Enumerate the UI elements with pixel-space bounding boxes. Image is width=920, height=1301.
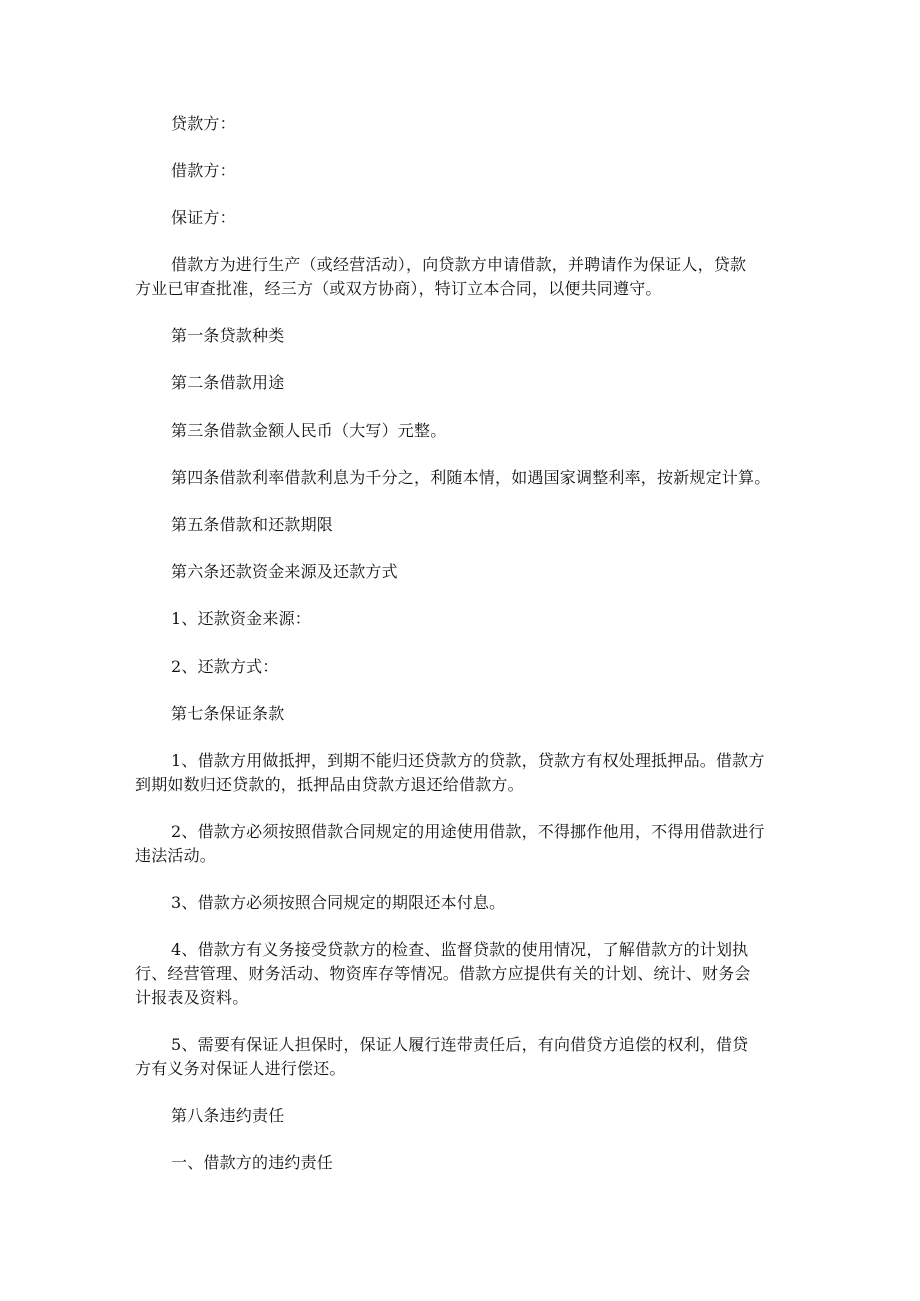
text-line: 4、借款方有义务接受贷款方的检查、监督贷款的使用情况，了解借款方的计划执	[171, 940, 749, 959]
text-line: 贷款方：	[171, 114, 236, 133]
text-line: 第八条违约责任	[171, 1106, 285, 1125]
article-4-heading	[135, 466, 791, 490]
article-6-item-1	[135, 607, 791, 631]
text-line: 计报表及资料。	[135, 988, 249, 1007]
text-line: 行、经营管理、财务活动、物资库存等情况。借款方应提供有关的计划、统计、财务会	[135, 964, 751, 983]
text-line: 第四条借款利率借款利息为千分之，利随本情，如遇国家调整利率，按新规定计算。	[171, 468, 771, 487]
text-line: 到期如数归还贷款的，抵押品由贷款方退还给借款方。	[135, 775, 524, 794]
text-line: 违法活动。	[135, 846, 217, 865]
paragraph-guarantor	[135, 206, 791, 230]
text-line: 第一条贷款种类	[171, 326, 285, 345]
text-line: 一、借款方的违约责任	[171, 1153, 334, 1172]
text-line: 保证方：	[171, 208, 236, 227]
text-line: 第二条借款用途	[171, 373, 285, 392]
text-line: 2、还款方式：	[171, 657, 279, 676]
text-line: 第六条还款资金来源及还款方式	[171, 562, 398, 581]
text-line: 第七条保证条款	[171, 704, 285, 723]
article-1-heading	[135, 324, 791, 348]
paragraph-borrower	[135, 159, 791, 183]
article-5-heading	[135, 513, 791, 537]
paragraph-preamble	[135, 253, 791, 301]
article-7-item-2	[135, 820, 791, 868]
text-line: 借款方：	[171, 161, 236, 180]
article-6-heading	[135, 560, 791, 584]
text-line: 借款方为进行生产（或经营活动），向贷款方申请借款，并聘请作为保证人，贷款	[171, 255, 747, 274]
text-line: 2、借款方必须按照借款合同规定的用途使用借款，不得挪作他用，不得用借款进行	[171, 822, 765, 841]
paragraph-lender	[135, 112, 791, 136]
article-7-item-4	[135, 938, 791, 1010]
article-3-heading	[135, 419, 791, 443]
article-7-item-3	[135, 891, 791, 915]
article-2-heading	[135, 371, 791, 395]
text-line: 方有义务对保证人进行偿还。	[135, 1059, 346, 1078]
text-line: 方业已审查批准，经三方（或双方协商），特订立本合同，以便共同遵守。	[135, 279, 662, 298]
article-7-heading	[135, 702, 791, 726]
article-8-item-1	[135, 1151, 791, 1175]
article-7-item-5	[135, 1033, 791, 1081]
text-line: 1、还款资金来源：	[171, 609, 311, 628]
text-line: 3、借款方必须按照合同规定的期限还本付息。	[171, 893, 506, 912]
article-7-item-1	[135, 749, 791, 797]
article-8-heading	[135, 1104, 791, 1128]
text-line: 1、借款方用做抵押，到期不能归还贷款方的贷款，贷款方有权处理抵押品。借款方	[171, 751, 765, 770]
text-line: 第五条借款和还款期限	[171, 515, 334, 534]
text-line: 第三条借款金额人民币（大写）元整。	[171, 421, 447, 440]
article-6-item-2	[135, 655, 791, 679]
text-line: 5、需要有保证人担保时，保证人履行连带责任后，有向借贷方追偿的权利，借贷	[171, 1035, 749, 1054]
